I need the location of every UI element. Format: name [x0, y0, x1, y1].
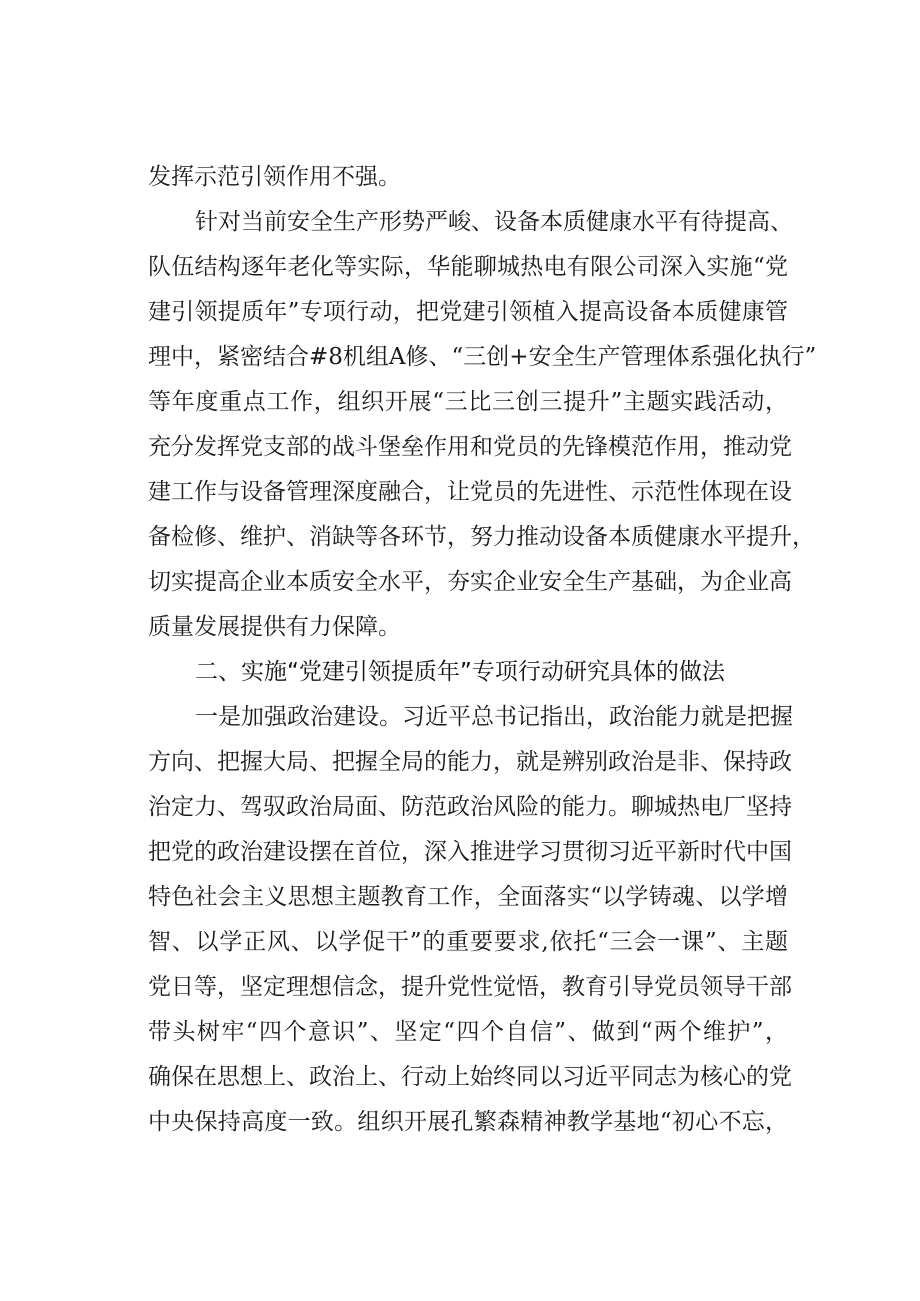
body-text-line: 中央保持高度一致。组织开展孔繁森精神教学基地“初心不忘， — [148, 1109, 788, 1135]
body-text-line: 方向、把握大局、把握全局的能力，就是辨别政治是非、保持政 — [148, 749, 792, 775]
body-text-line: 队伍结构逐年老化等实际，华能聊城热电有限公司深入实施“党 — [148, 254, 788, 280]
body-text-line: 发挥示范引领作用不强。 — [148, 164, 401, 190]
section-heading: 二、实施“党建引领提质年”专项行动研究具体的做法 — [195, 659, 725, 685]
body-text-line: 治定力、驾驭政治局面、防范政治风险的能力。聊城热电厂坚持 — [148, 794, 792, 820]
body-text-line: 备检修、维护、消缺等各环节，努力推动设备本质健康水平提升， — [148, 524, 815, 550]
body-text-line: 切实提高企业本质安全水平，夯实企业安全生产基础，为企业高 — [148, 569, 792, 595]
body-text-line: 等年度重点工作，组织开展“三比三创三提升”主题实践活动， — [148, 389, 788, 415]
body-text-line: 针对当前安全生产形势严峻、设备本质健康水平有待提高、 — [195, 209, 793, 235]
body-text-line: 智、以学正风、以学促干”的重要要求,依托“三会一课”、主题 — [148, 929, 788, 955]
body-text-line: 一是加强政治建设。习近平总书记指出，政治能力就是把握 — [195, 704, 793, 730]
body-text-line: 带头树牢“四个意识”、坚定“四个自信”、做到“两个维护”， — [148, 1019, 788, 1045]
body-text-line: 质量发展提供有力保障。 — [148, 614, 401, 640]
body-text-line: 建引领提质年”专项行动，把党建引领植入提高设备本质健康管 — [148, 299, 788, 325]
body-text-line: 建工作与设备管理深度融合，让党员的先进性、示范性体现在设 — [148, 479, 792, 505]
body-text-line: 特色社会主义思想主题教育工作，全面落实“以学铸魂、以学增 — [148, 884, 788, 910]
body-text-line: 把党的政治建设摆在首位，深入推进学习贯彻习近平新时代中国 — [148, 839, 792, 865]
body-text-line: 充分发挥党支部的战斗堡垒作用和党员的先锋模范作用，推动党 — [148, 434, 792, 460]
body-text-line: 确保在思想上、政治上、行动上始终同以习近平同志为核心的党 — [148, 1064, 792, 1090]
body-text-line: 理中，紧密结合#8机组A修、“三创+安全生产管理体系强化执行” — [148, 344, 817, 370]
body-text-line: 党日等，坚定理想信念，提升党性觉悟，教育引导党员领导干部 — [148, 974, 792, 1000]
